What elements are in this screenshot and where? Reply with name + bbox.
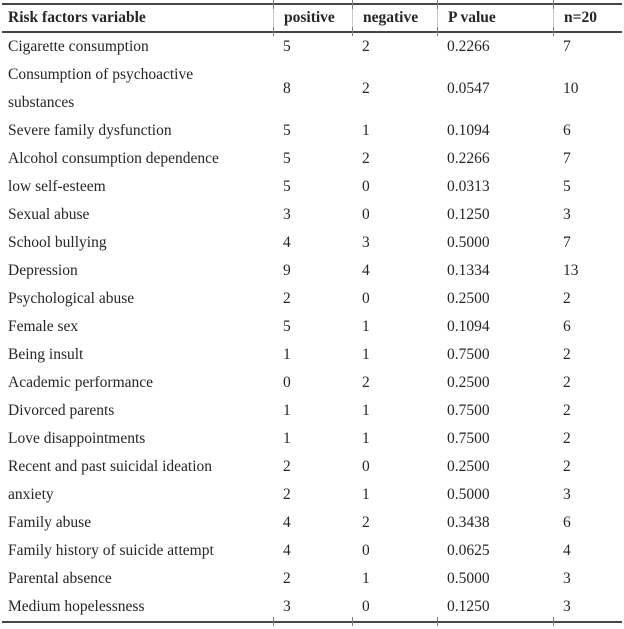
- value-cell: 0.5000: [447, 234, 490, 251]
- risk-factor-label: Female sex: [8, 318, 79, 335]
- value-cell: 0.7500: [447, 430, 490, 447]
- risk-factor-label: Psychological abuse: [8, 290, 135, 307]
- risk-factor-label: Divorced parents: [8, 402, 115, 419]
- value-cell: 0: [362, 206, 370, 223]
- value-cell: 1: [283, 346, 291, 363]
- value-cell: 2: [563, 374, 571, 391]
- value-cell: 0.1250: [447, 598, 490, 615]
- value-cell: 0: [362, 178, 370, 195]
- value-cell: 0.2500: [447, 374, 490, 391]
- value-cell: 6: [563, 514, 571, 531]
- value-cell: 1: [283, 402, 291, 419]
- value-cell: 2: [563, 430, 571, 447]
- value-cell: 0: [362, 290, 370, 307]
- column-border-tick: [273, 0, 274, 9]
- risk-factor-label: Medium hopelessness: [8, 598, 145, 615]
- value-cell: 3: [362, 234, 370, 251]
- value-cell: 4: [283, 514, 291, 531]
- column-border-tick: [352, 0, 353, 9]
- value-cell: 2: [283, 486, 291, 503]
- value-cell: 3: [563, 206, 571, 223]
- column-border-tick: [437, 0, 438, 9]
- value-cell: 0.2266: [447, 38, 490, 55]
- value-cell: 2: [362, 150, 370, 167]
- value-cell: 4: [283, 234, 291, 251]
- value-cell: 0.7500: [447, 402, 490, 419]
- value-cell: 5: [283, 178, 291, 195]
- value-cell: 2: [563, 458, 571, 475]
- value-cell: 0.0625: [447, 542, 490, 559]
- value-cell: 0.1094: [447, 318, 490, 335]
- table-row: [2, 257, 622, 285]
- value-cell: 1: [362, 318, 370, 335]
- value-cell: 9: [283, 262, 291, 279]
- value-cell: 0: [362, 458, 370, 475]
- value-cell: 0: [362, 598, 370, 615]
- table-row: [2, 369, 622, 397]
- table-row: [2, 509, 622, 537]
- value-cell: 0.2500: [447, 458, 490, 475]
- table-row: [2, 425, 622, 453]
- table-row: [2, 537, 622, 565]
- value-cell: 0: [283, 374, 291, 391]
- value-cell: 0.1250: [447, 206, 490, 223]
- risk-factor-label: Family abuse: [8, 514, 92, 531]
- value-cell: 1: [283, 430, 291, 447]
- value-cell: 3: [563, 598, 571, 615]
- value-cell: 5: [283, 122, 291, 139]
- value-cell: 6: [563, 318, 571, 335]
- column-border-tick: [553, 0, 554, 9]
- value-cell: 0.2266: [447, 150, 490, 167]
- value-cell: 10: [563, 80, 579, 97]
- column-border-tick: [553, 617, 554, 626]
- value-cell: 1: [362, 122, 370, 139]
- value-cell: 2: [283, 570, 291, 587]
- table-row: [2, 229, 622, 257]
- value-cell: 2: [563, 402, 571, 419]
- value-cell: 0.7500: [447, 346, 490, 363]
- value-cell: 1: [362, 346, 370, 363]
- value-cell: 5: [283, 150, 291, 167]
- risk-factor-label: Consumption of psychoactive substances: [8, 66, 194, 111]
- value-cell: 1: [362, 430, 370, 447]
- risk-factor-label: Parental absence: [8, 570, 112, 587]
- risk-factor-label: School bullying: [8, 234, 107, 251]
- value-cell: 1: [362, 486, 370, 503]
- table-row: [2, 145, 622, 173]
- column-border-tick: [437, 617, 438, 626]
- value-cell: 7: [563, 150, 571, 167]
- value-cell: 2: [362, 374, 370, 391]
- risk-factor-label: anxiety: [8, 486, 54, 503]
- table-row: [2, 61, 622, 117]
- table-row: [2, 593, 622, 621]
- column-border-tick: [273, 617, 274, 626]
- risk-factor-label: Being insult: [8, 346, 84, 363]
- column-border-tick: [553, 27, 554, 36]
- table-row: [2, 173, 622, 201]
- table-row: [2, 201, 622, 229]
- table-body: [2, 33, 622, 623]
- value-cell: 8: [283, 80, 291, 97]
- column-border-tick: [352, 27, 353, 36]
- column-header: negative: [352, 5, 437, 31]
- value-cell: 4: [362, 262, 370, 279]
- value-cell: 7: [563, 38, 571, 55]
- value-cell: 0.5000: [447, 570, 490, 587]
- column-header: Risk factors variable: [8, 9, 146, 26]
- value-cell: 1: [362, 402, 370, 419]
- value-cell: 2: [563, 346, 571, 363]
- value-cell: 5: [283, 318, 291, 335]
- value-cell: 0.5000: [447, 486, 490, 503]
- value-cell: 4: [563, 542, 571, 559]
- value-cell: 2: [283, 290, 291, 307]
- table-row: [2, 397, 622, 425]
- value-cell: 3: [563, 570, 571, 587]
- value-cell: 7: [563, 234, 571, 251]
- table-row: [2, 285, 622, 313]
- table-row: [2, 313, 622, 341]
- column-header: P value: [437, 5, 553, 31]
- risk-factor-label: Love disappointments: [8, 430, 146, 447]
- value-cell: 13: [563, 262, 579, 279]
- risk-factor-label: Family history of suicide attempt: [8, 542, 214, 559]
- risk-factor-label: Depression: [8, 262, 78, 279]
- table-row: [2, 453, 622, 481]
- value-cell: 2: [362, 38, 370, 55]
- table-row: [2, 117, 622, 145]
- column-header: n=20: [553, 5, 622, 31]
- value-cell: 3: [283, 206, 291, 223]
- table-row: [2, 341, 622, 369]
- risk-factor-label: Sexual abuse: [8, 206, 90, 223]
- value-cell: 4: [283, 542, 291, 559]
- risk-factor-label: Severe family dysfunction: [8, 122, 172, 139]
- table-row: [2, 481, 622, 509]
- value-cell: 0.0547: [447, 80, 490, 97]
- value-cell: 0.1094: [447, 122, 490, 139]
- value-cell: 0.0313: [447, 178, 490, 195]
- value-cell: 3: [563, 486, 571, 503]
- value-cell: 0: [362, 542, 370, 559]
- risk-factor-label: Cigarette consumption: [8, 38, 149, 55]
- value-cell: 5: [563, 178, 571, 195]
- risk-factors-table: [2, 3, 622, 623]
- risk-factor-label: low self-esteem: [8, 178, 106, 195]
- value-cell: 2: [283, 458, 291, 475]
- value-cell: 2: [362, 514, 370, 531]
- column-border-tick: [437, 27, 438, 36]
- column-border-tick: [352, 617, 353, 626]
- column-header: positive: [273, 5, 352, 31]
- table-header-row: [2, 3, 622, 33]
- risk-factor-label: Academic performance: [8, 374, 154, 391]
- value-cell: 1: [362, 570, 370, 587]
- value-cell: 3: [283, 598, 291, 615]
- value-cell: 0.2500: [447, 290, 490, 307]
- risk-factor-label: Alcohol consumption dependence: [8, 150, 219, 167]
- value-cell: 0.3438: [447, 514, 490, 531]
- table-row: [2, 565, 622, 593]
- value-cell: 2: [362, 80, 370, 97]
- column-border-tick: [273, 27, 274, 36]
- table-row: [2, 33, 622, 61]
- value-cell: 6: [563, 122, 571, 139]
- value-cell: 0.1334: [447, 262, 490, 279]
- value-cell: 2: [563, 290, 571, 307]
- risk-factor-label: Recent and past suicidal ideation: [8, 458, 213, 475]
- value-cell: 5: [283, 38, 291, 55]
